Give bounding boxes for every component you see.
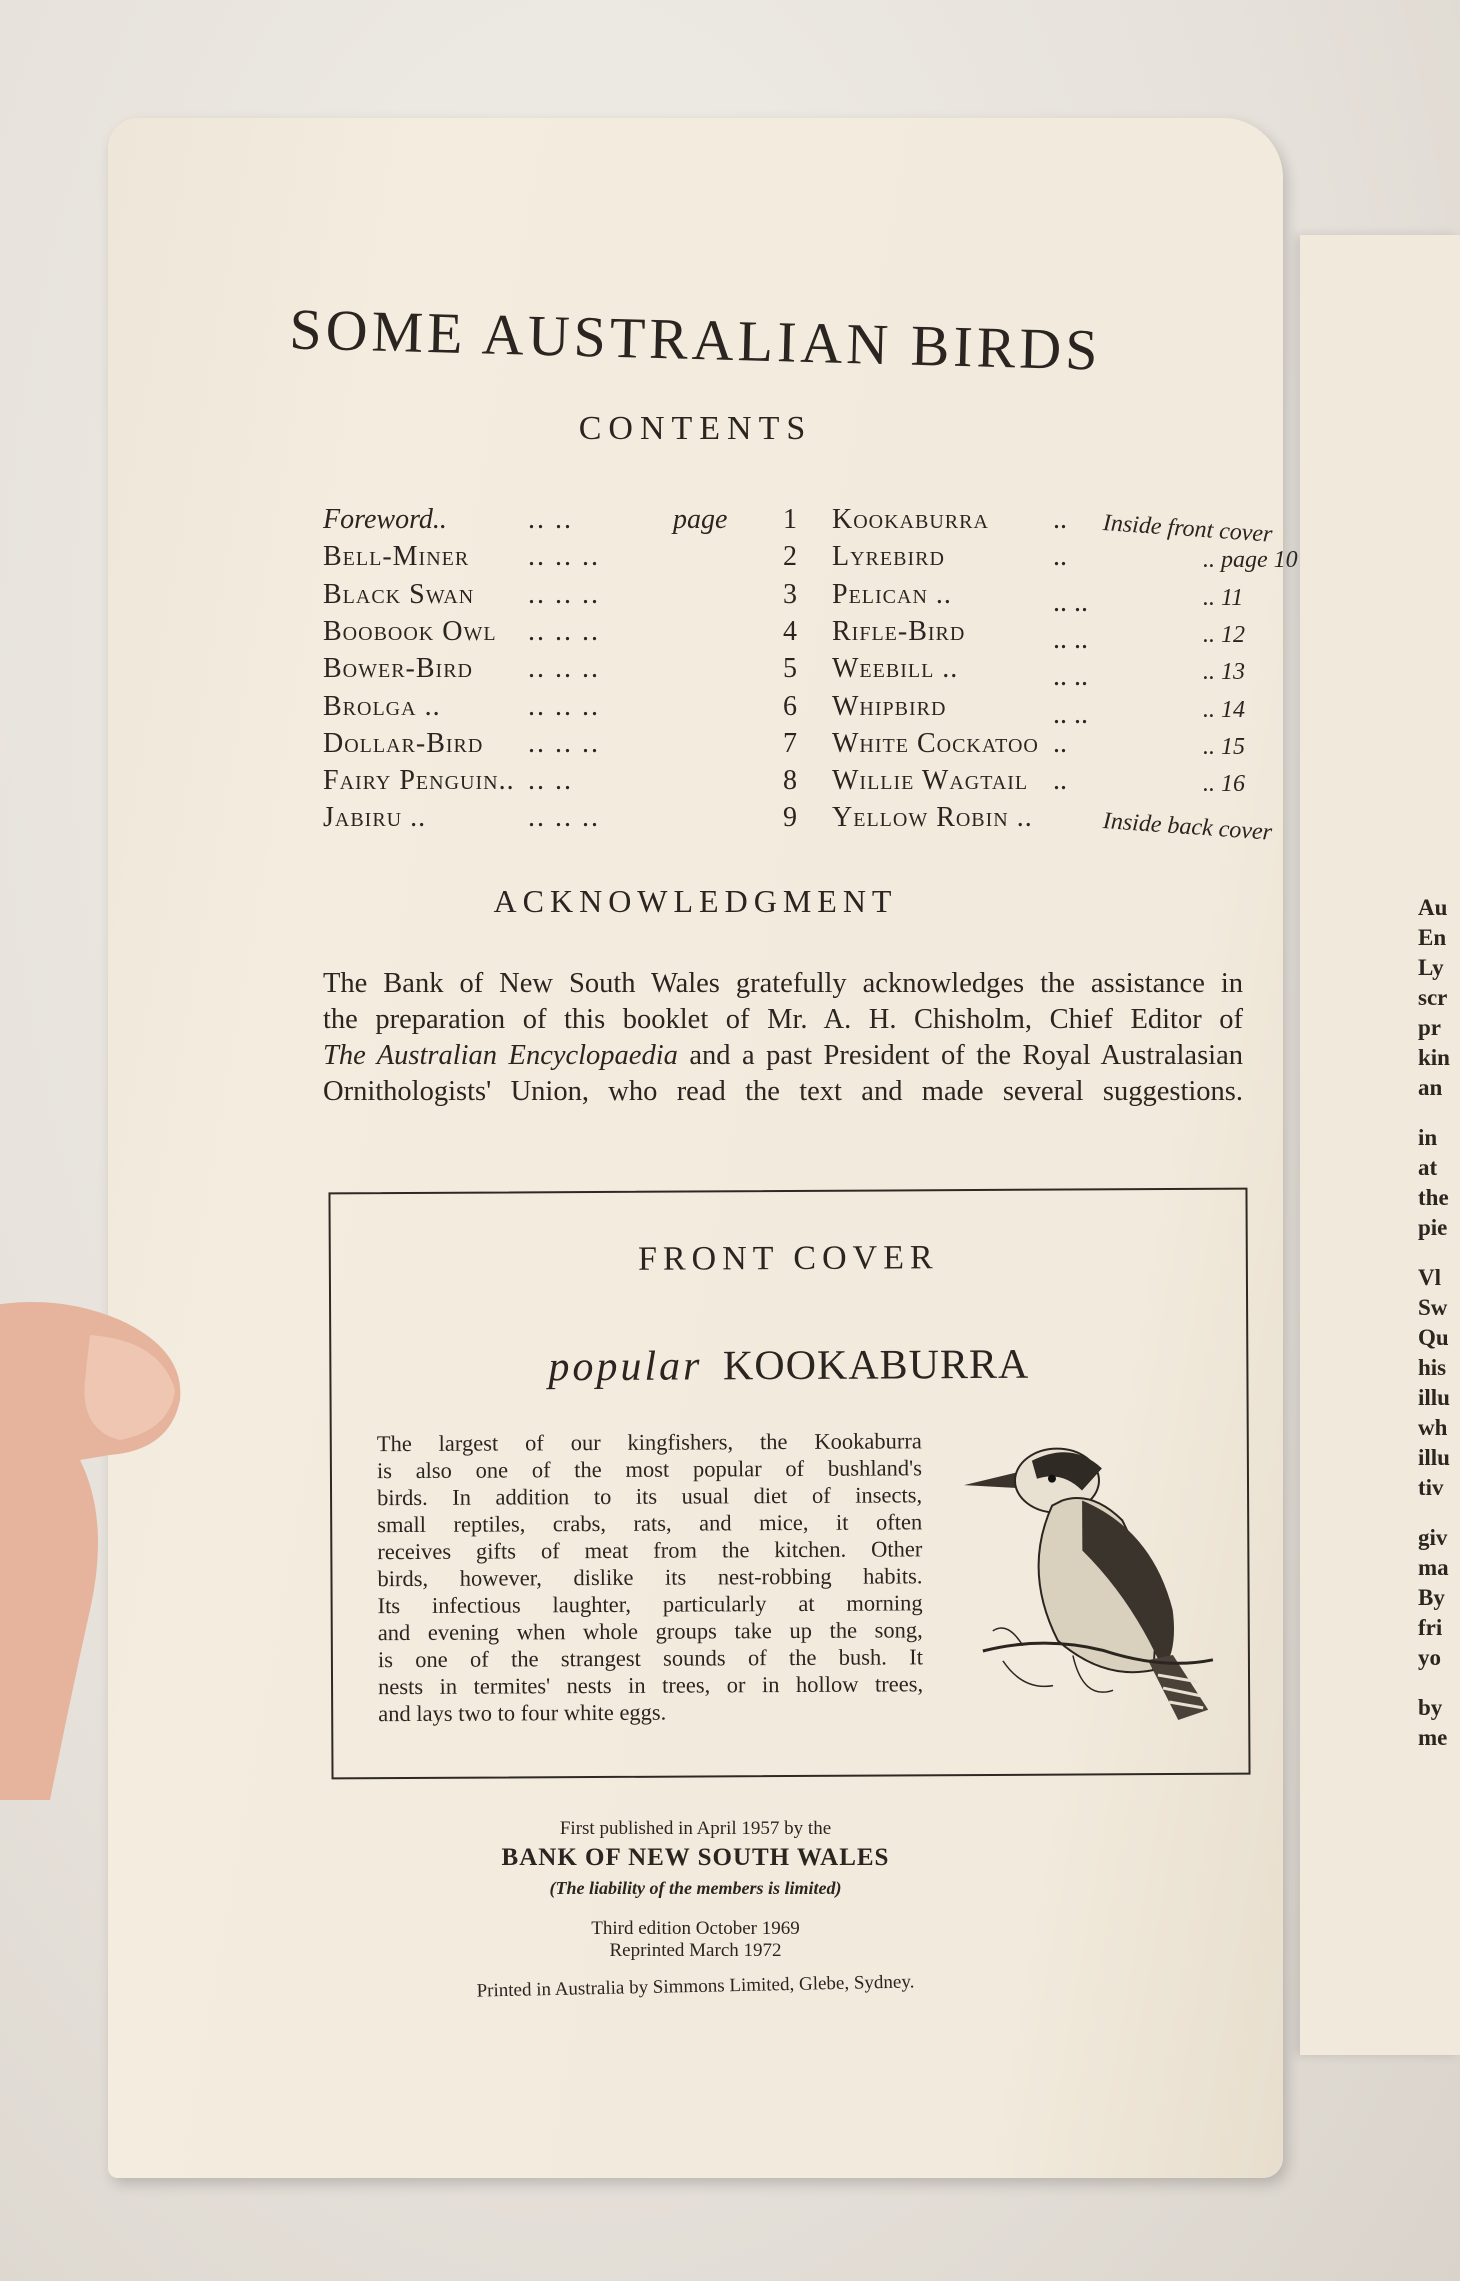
- adjacent-page-text-fragment: giv: [1418, 1525, 1448, 1550]
- toc-right-dots: .. ..: [1053, 623, 1088, 655]
- toc-number: 6: [783, 690, 797, 722]
- toc-right-title: Yellow Robin ..: [832, 802, 1033, 834]
- description-line: and lays two to four white eggs.: [378, 1699, 667, 1727]
- toc-leader-dots: .. .. ..: [528, 727, 600, 759]
- toc-right-title: Weebill ..: [832, 653, 959, 685]
- toc-number: 1: [783, 504, 797, 535]
- acknowledgment-line: The Bank of New South Wales gratefully acknowledges the assistance in: [323, 968, 1243, 999]
- printer: Printed in Australia by Simmons Limited, Glebe, Sydney.: [476, 1971, 915, 2002]
- toc-number: 7: [783, 727, 797, 759]
- toc-leader-dots: .. .. ..: [528, 802, 600, 834]
- adjacent-page-text-fragment: Qu: [1418, 1325, 1449, 1350]
- toc-right-page: .. 15: [1203, 733, 1245, 760]
- acknowledgment-heading: ACKNOWLEDGMENT: [493, 883, 898, 919]
- adjacent-page-text-fragment: ma: [1418, 1555, 1449, 1580]
- reprint: Reprinted March 1972: [609, 1940, 782, 1961]
- adjacent-page-text-fragment: scr: [1418, 985, 1448, 1010]
- page-title: SOME AUSTRALIAN BIRDS: [288, 296, 1103, 383]
- toc-row: [323, 615, 1363, 655]
- toc-right-dots: .. ..: [1053, 661, 1088, 693]
- adjacent-page-text-fragment: By: [1418, 1585, 1445, 1610]
- adjacent-page-text-fragment: illu: [1418, 1385, 1450, 1410]
- toc-right-title: Lyrebird: [832, 541, 945, 573]
- bird-name: KOOKABURRA: [722, 1341, 1030, 1390]
- toc-right-page: .. page 10: [1203, 547, 1298, 574]
- toc-leader-dots: .. .. ..: [528, 578, 600, 610]
- front-cover-box: [328, 1188, 1250, 1780]
- toc-number: 9: [783, 802, 797, 834]
- toc-row: [323, 765, 1363, 801]
- toc-right-page: Inside front cover: [1102, 510, 1274, 548]
- toc-row: [323, 504, 1363, 548]
- adjacent-page-text-fragment: in: [1418, 1125, 1438, 1150]
- adjacent-page-text-fragment: pie: [1418, 1215, 1448, 1240]
- front-cover-heading: FRONT COVER: [637, 1239, 939, 1278]
- adjacent-page-text-fragment: Ly: [1418, 955, 1444, 980]
- edition: Third edition October 1969: [591, 1918, 800, 1939]
- toc-left-title: Foreword..: [323, 504, 447, 535]
- toc-right-title: White Cockatoo: [832, 727, 1039, 759]
- toc-right-page: .. 16: [1203, 771, 1245, 798]
- adjacent-page-text-fragment: at: [1418, 1155, 1438, 1180]
- adjacent-page-text-fragment: by: [1418, 1695, 1443, 1720]
- toc-leader-dots: .. .. ..: [528, 541, 600, 573]
- toc-left-title: Bell-Miner: [323, 541, 470, 573]
- description-line: is also one of the most popular of bushland's: [376, 1455, 922, 1484]
- adjacent-page-text-fragment: fri: [1418, 1615, 1443, 1640]
- hand: [0, 1280, 210, 1800]
- adjacent-page-text-fragment: me: [1418, 1725, 1448, 1750]
- toc-row: [323, 578, 1363, 618]
- toc-right-dots: ..: [1053, 727, 1067, 759]
- toc-leader-dots: .. ..: [528, 504, 573, 535]
- acknowledgment-line: The Australian Encyclopaedia and a past President of the Royal Australasian: [323, 1040, 1243, 1071]
- adjacent-page-text-fragment: illu: [1418, 1445, 1450, 1470]
- first-published: First published in April 1957 by the: [559, 1818, 832, 1839]
- adjacent-page-text-fragment: the: [1418, 1185, 1449, 1210]
- booklet-page: [108, 118, 1298, 2178]
- toc-row: [323, 690, 1363, 730]
- adjacent-page-text-fragment: an: [1418, 1075, 1443, 1100]
- adjacent-page-text-fragment: tiv: [1418, 1475, 1444, 1500]
- toc-left-title: Jabiru ..: [323, 802, 427, 834]
- description-line: birds. In addition to its usual diet of insects,: [377, 1482, 923, 1511]
- toc-leader-dots: .. .. ..: [528, 690, 600, 722]
- kookaburra-illustration: [962, 1420, 1234, 1721]
- contents-heading: CONTENTS: [578, 410, 813, 447]
- toc-number: 8: [783, 765, 797, 797]
- toc-right-page: Inside back cover: [1102, 808, 1273, 847]
- adjacent-page-text-fragment: yo: [1418, 1645, 1441, 1670]
- description-line: receives gifts of meat from the kitchen. Other: [377, 1536, 923, 1565]
- toc-number: 5: [783, 653, 797, 685]
- toc-leader-dots: .. ..: [528, 765, 573, 797]
- liability-note: (The liability of the members is limited): [549, 1878, 842, 1898]
- toc-right-title: Whipbird: [832, 690, 947, 722]
- toc-left-title: Bower-Bird: [323, 653, 473, 685]
- adjacent-page-text-fragment: En: [1418, 925, 1447, 950]
- adjacent-page-text-fragment: Au: [1418, 895, 1448, 920]
- toc-left-title: Dollar-Bird: [323, 727, 484, 759]
- adjacent-page-text-fragment: wh: [1418, 1415, 1448, 1440]
- description-line: is one of the strangest sounds of the bush. It: [377, 1644, 923, 1673]
- description-line: small reptiles, crabs, rats, and mice, it often: [377, 1509, 923, 1538]
- toc-left-title: Boobook Owl: [323, 615, 497, 647]
- toc-row: [323, 802, 1363, 847]
- toc-right-page: .. 14: [1203, 696, 1245, 723]
- toc-number: 3: [783, 578, 797, 610]
- toc-number: 4: [783, 615, 797, 647]
- adjacent-page-text-fragment: kin: [1418, 1045, 1450, 1070]
- toc-right-page: .. 12: [1203, 621, 1245, 648]
- toc-number: 2: [783, 541, 797, 573]
- publisher: BANK OF NEW SOUTH WALES: [501, 1844, 890, 1871]
- toc-right-title: Rifle-Bird: [832, 615, 966, 647]
- toc-leader-dots: .. .. ..: [528, 615, 600, 647]
- toc-right-dots: .. ..: [1053, 698, 1088, 730]
- adjacent-page-text-fragment: Vl: [1418, 1265, 1441, 1290]
- toc-right-title: Kookaburra: [832, 504, 989, 535]
- toc-row: [323, 653, 1363, 693]
- toc-left-title: Brolga ..: [323, 690, 441, 722]
- acknowledgment-line: the preparation of this booklet of Mr. A. H. Chisholm, Chief Editor of: [323, 1004, 1243, 1035]
- toc-right-dots: ..: [1053, 541, 1067, 573]
- toc-right-dots: .. ..: [1053, 586, 1088, 618]
- toc-right-dots: ..: [1053, 504, 1067, 535]
- toc-page-label: page: [673, 504, 728, 535]
- toc-left-title: Fairy Penguin..: [323, 765, 515, 797]
- toc-right-title: Willie Wagtail: [832, 765, 1029, 797]
- adjacent-page-text-fragment: pr: [1418, 1015, 1441, 1040]
- toc-leader-dots: .. .. ..: [528, 653, 600, 685]
- description-line: nests in termites' nests in trees, or in hollow trees,: [377, 1671, 924, 1700]
- toc-row: [323, 728, 1363, 764]
- description-line: The largest of our kingfishers, the Kookaburra: [376, 1428, 922, 1457]
- acknowledgment-line: Ornithologists' Union, who read the text and made several suggestions.: [323, 1076, 1243, 1107]
- toc-right-dots: ..: [1053, 765, 1067, 797]
- description-line: birds, however, dislike its nest-robbing habits.: [377, 1563, 923, 1592]
- description-line: Its infectious laughter, particularly at morning: [377, 1590, 923, 1619]
- adjacent-page-text-fragment: Sw: [1418, 1295, 1448, 1320]
- description-line: and evening when whole groups take up the song,: [377, 1617, 923, 1646]
- adjacent-page-text-fragment: his: [1418, 1355, 1447, 1380]
- toc-left-title: Black Swan: [323, 578, 475, 610]
- popular-label: popular: [548, 1343, 703, 1391]
- front-cover-bird-title: [331, 1340, 1246, 1393]
- toc-row: [323, 541, 1363, 577]
- toc-right-page: .. 13: [1203, 659, 1245, 686]
- toc-right-page: .. 11: [1203, 584, 1244, 611]
- toc-right-title: Pelican ..: [832, 578, 952, 610]
